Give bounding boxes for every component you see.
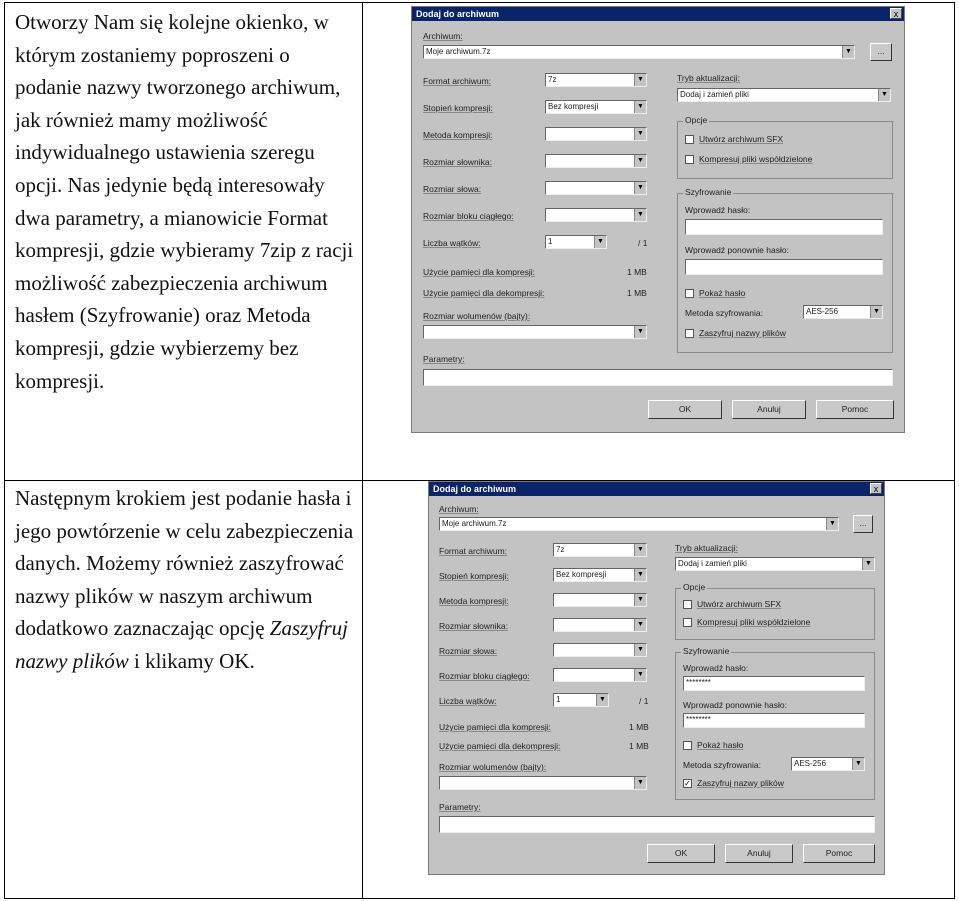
level-select[interactable]: [553, 568, 647, 582]
password-repeat-mask: ********: [686, 715, 711, 724]
params-input[interactable]: [423, 369, 893, 386]
cancel-button[interactable]: Anuluj: [725, 844, 793, 863]
update-value: Dodaj i zamień pliki: [678, 559, 747, 568]
archive-value: Moje archiwum.7z: [426, 47, 491, 56]
block-select[interactable]: [553, 668, 647, 682]
show-password-checkbox[interactable]: [685, 289, 694, 298]
encryption-group-label: Szyfrowanie: [683, 646, 730, 656]
options-group-label: Opcje: [683, 582, 706, 592]
dict-select[interactable]: [553, 618, 647, 632]
mem-comp-label: Użycie pamięci dla kompresji:: [439, 722, 551, 732]
browse-button[interactable]: ...: [853, 515, 873, 533]
password-label: Wprowadź hasło:: [685, 205, 751, 215]
password-mask: ********: [686, 678, 711, 687]
level-select[interactable]: [545, 100, 647, 114]
paragraph-2-emphasis: Zaszyfruj nazwy plików: [15, 616, 348, 673]
password-repeat-label: Wprowadź ponownie hasło:: [685, 245, 789, 255]
dialog-titlebar: Dodaj do archiwum: [412, 7, 904, 21]
block-label: Rozmiar bloku ciągłego:: [439, 671, 530, 681]
dict-label: Rozmiar słownika:: [439, 621, 508, 631]
paragraph-2-start: Następnym krokiem jest podanie hasła i jego powtórzenie w celu zabezpieczenia danych. Możemy również zaszyfrować nazwy plików w naszym archiwum dodatkowo zaznaczając opcję: [15, 486, 354, 641]
dropdown-arrow-icon[interactable]: ▼: [634, 619, 646, 631]
mem-comp-value: 1 MB: [627, 267, 647, 277]
shared-checkbox[interactable]: [685, 155, 694, 164]
archive-combobox[interactable]: [439, 517, 839, 531]
paragraph-2-end: i klikamy OK.: [128, 648, 255, 673]
encrypt-names-checkbox[interactable]: ✓: [684, 779, 691, 788]
format-select[interactable]: [545, 73, 647, 87]
threads-value: 1: [556, 695, 561, 704]
dropdown-arrow-icon[interactable]: ▼: [870, 306, 882, 318]
enc-method-value: AES-256: [794, 759, 827, 768]
dropdown-arrow-icon[interactable]: ▼: [842, 46, 854, 58]
volumes-combobox[interactable]: [423, 325, 647, 339]
encrypt-names-checkbox[interactable]: [685, 329, 694, 338]
dialog-titlebar: Dodaj do archiwum: [429, 482, 884, 496]
block-select[interactable]: [545, 208, 647, 222]
shared-label: Kompresuj pliki współdzielone: [697, 617, 811, 627]
dropdown-arrow-icon[interactable]: ▼: [634, 644, 646, 656]
word-select[interactable]: [553, 643, 647, 657]
dropdown-arrow-icon[interactable]: ▼: [634, 128, 646, 140]
encrypt-names-label: Zaszyfruj nazwy plików: [699, 328, 786, 338]
enc-method-label: Metoda szyfrowania:: [685, 308, 763, 318]
paragraph-2: [15, 482, 357, 678]
enc-method-label: Metoda szyfrowania:: [683, 760, 761, 770]
word-select[interactable]: [545, 181, 647, 195]
cancel-button[interactable]: Anuluj: [732, 400, 806, 419]
threads-max: / 1: [638, 238, 648, 248]
update-label: Tryb aktualizacji:: [675, 543, 738, 553]
encrypt-names-label: Zaszyfruj nazwy plików: [697, 778, 784, 788]
close-icon[interactable]: x: [890, 8, 902, 19]
dropdown-arrow-icon[interactable]: ▼: [594, 236, 606, 248]
dropdown-arrow-icon[interactable]: ▼: [634, 74, 646, 86]
mem-decomp-value: 1 MB: [629, 741, 649, 751]
archive-combobox[interactable]: [423, 45, 855, 59]
dropdown-arrow-icon[interactable]: ▼: [878, 89, 890, 101]
archive-label: Archiwum:: [439, 504, 479, 514]
params-label: Parametry:: [423, 354, 465, 364]
threads-select[interactable]: [545, 235, 607, 249]
update-select[interactable]: [677, 88, 891, 102]
dropdown-arrow-icon[interactable]: ▼: [826, 518, 838, 530]
format-label: Format archiwum:: [423, 76, 492, 86]
dict-label: Rozmiar słownika:: [423, 157, 492, 167]
dropdown-arrow-icon[interactable]: ▼: [634, 594, 646, 606]
dropdown-arrow-icon[interactable]: ▼: [634, 669, 646, 681]
method-label: Metoda kompresji:: [423, 130, 493, 140]
show-password-checkbox[interactable]: [683, 741, 692, 750]
dropdown-arrow-icon[interactable]: ▼: [634, 326, 646, 338]
dropdown-arrow-icon[interactable]: ▼: [634, 777, 646, 789]
volumes-label: Rozmiar wolumenów (bajty):: [439, 762, 547, 772]
block-label: Rozmiar bloku ciągłego:: [423, 211, 514, 221]
method-select[interactable]: [545, 127, 647, 141]
params-input[interactable]: [439, 816, 875, 833]
sfx-checkbox[interactable]: [683, 600, 692, 609]
shared-label: Kompresuj pliki współdzielone: [699, 154, 813, 164]
threads-max: / 1: [639, 696, 649, 706]
word-label: Rozmiar słowa:: [439, 646, 498, 656]
help-button[interactable]: Pomoc: [803, 844, 875, 863]
dropdown-arrow-icon[interactable]: ▼: [634, 155, 646, 167]
show-password-label: Pokaż hasło: [699, 288, 746, 298]
update-value: Dodaj i zamień pliki: [680, 90, 749, 99]
format-label: Format archiwum:: [439, 546, 508, 556]
dropdown-arrow-icon[interactable]: ▼: [852, 758, 864, 770]
format-value: 7z: [548, 75, 557, 84]
dropdown-arrow-icon[interactable]: ▼: [634, 209, 646, 221]
update-select[interactable]: [675, 557, 875, 571]
method-label: Metoda kompresji:: [439, 596, 509, 606]
level-value: Bez kompresji: [548, 102, 599, 111]
show-password-label: Pokaż hasło: [697, 740, 744, 750]
password-repeat-input[interactable]: [685, 259, 883, 275]
password-label: Wprowadź hasło:: [683, 663, 749, 673]
dialog-screenshot-2: [428, 481, 885, 875]
dropdown-arrow-icon[interactable]: ▼: [634, 182, 646, 194]
enc-method-select[interactable]: [791, 757, 865, 771]
word-label: Rozmiar słowa:: [423, 184, 482, 194]
mem-decomp-value: 1 MB: [627, 288, 647, 298]
volumes-label: Rozmiar wolumenów (bajty):: [423, 311, 531, 321]
mem-decomp-label: Użycie pamięci dla dekompresji:: [423, 288, 545, 298]
dropdown-arrow-icon[interactable]: ▼: [634, 544, 646, 556]
archive-label: Archiwum:: [423, 31, 463, 41]
password-input[interactable]: [685, 219, 883, 235]
dropdown-arrow-icon[interactable]: ▼: [596, 694, 608, 706]
enc-method-select[interactable]: [803, 305, 883, 319]
params-label: Parametry:: [439, 802, 481, 812]
ok-button[interactable]: OK: [648, 400, 722, 419]
browse-button[interactable]: ...: [870, 43, 892, 61]
threads-select[interactable]: [553, 693, 609, 707]
shared-checkbox[interactable]: [683, 618, 692, 627]
volumes-combobox[interactable]: [439, 776, 647, 790]
dropdown-arrow-icon[interactable]: ▼: [862, 558, 874, 570]
method-select[interactable]: [553, 593, 647, 607]
mem-comp-label: Użycie pamięci dla kompresji:: [423, 267, 535, 277]
options-group-label: Opcje: [685, 115, 708, 125]
level-value: Bez kompresji: [556, 570, 607, 579]
sfx-label: Utwórz archiwum SFX: [699, 134, 784, 144]
level-label: Stopień kompresji:: [423, 103, 493, 113]
format-value: 7z: [556, 545, 565, 554]
format-select[interactable]: [553, 543, 647, 557]
password-input[interactable]: [683, 676, 865, 691]
encryption-group-label: Szyfrowanie: [685, 187, 732, 197]
dict-select[interactable]: [545, 154, 647, 168]
update-label: Tryb aktualizacji:: [677, 73, 740, 83]
paragraph-1: Otworzy Nam się kolejne okienko, w którym zostaniemy poproszeni o podanie nazwy tworzonego archiwum, jak również mamy możliwość indywidualnego ustawienia szeregu opcji. Nas jedynie będą interesowały dwa parametry, a mianowicie Format kompresji, gdzie wybieramy 7zip z racji możliwość zabezpieczenia archiwum hasłem (Szyfrowanie) oraz Metoda kompresji, gdzie wybierzemy bez kompresji.: [15, 10, 354, 393]
options-group: [677, 121, 893, 179]
mem-comp-value: 1 MB: [629, 722, 649, 732]
sfx-checkbox[interactable]: [685, 135, 694, 144]
level-label: Stopień kompresji:: [439, 571, 509, 581]
ok-button[interactable]: OK: [647, 844, 715, 863]
threads-value: 1: [548, 237, 553, 246]
options-group: [675, 588, 875, 640]
password-repeat-input[interactable]: [683, 713, 865, 728]
sfx-label: Utwórz archiwum SFX: [697, 599, 782, 609]
close-icon[interactable]: x: [870, 483, 882, 494]
mem-decomp-label: Użycie pamięci dla dekompresji:: [439, 741, 561, 751]
enc-method-value: AES-256: [806, 307, 839, 316]
dropdown-arrow-icon[interactable]: ▼: [634, 101, 646, 113]
password-repeat-label: Wprowadź ponownie hasło:: [683, 700, 787, 710]
help-button[interactable]: Pomoc: [816, 400, 894, 419]
threads-label: Liczba wątków:: [423, 238, 481, 248]
table-column-divider: [362, 3, 363, 898]
dialog-screenshot-1: [411, 6, 905, 433]
dropdown-arrow-icon[interactable]: ▼: [634, 569, 646, 581]
threads-label: Liczba wątków:: [439, 696, 497, 706]
archive-value: Moje archiwum.7z: [442, 519, 507, 528]
